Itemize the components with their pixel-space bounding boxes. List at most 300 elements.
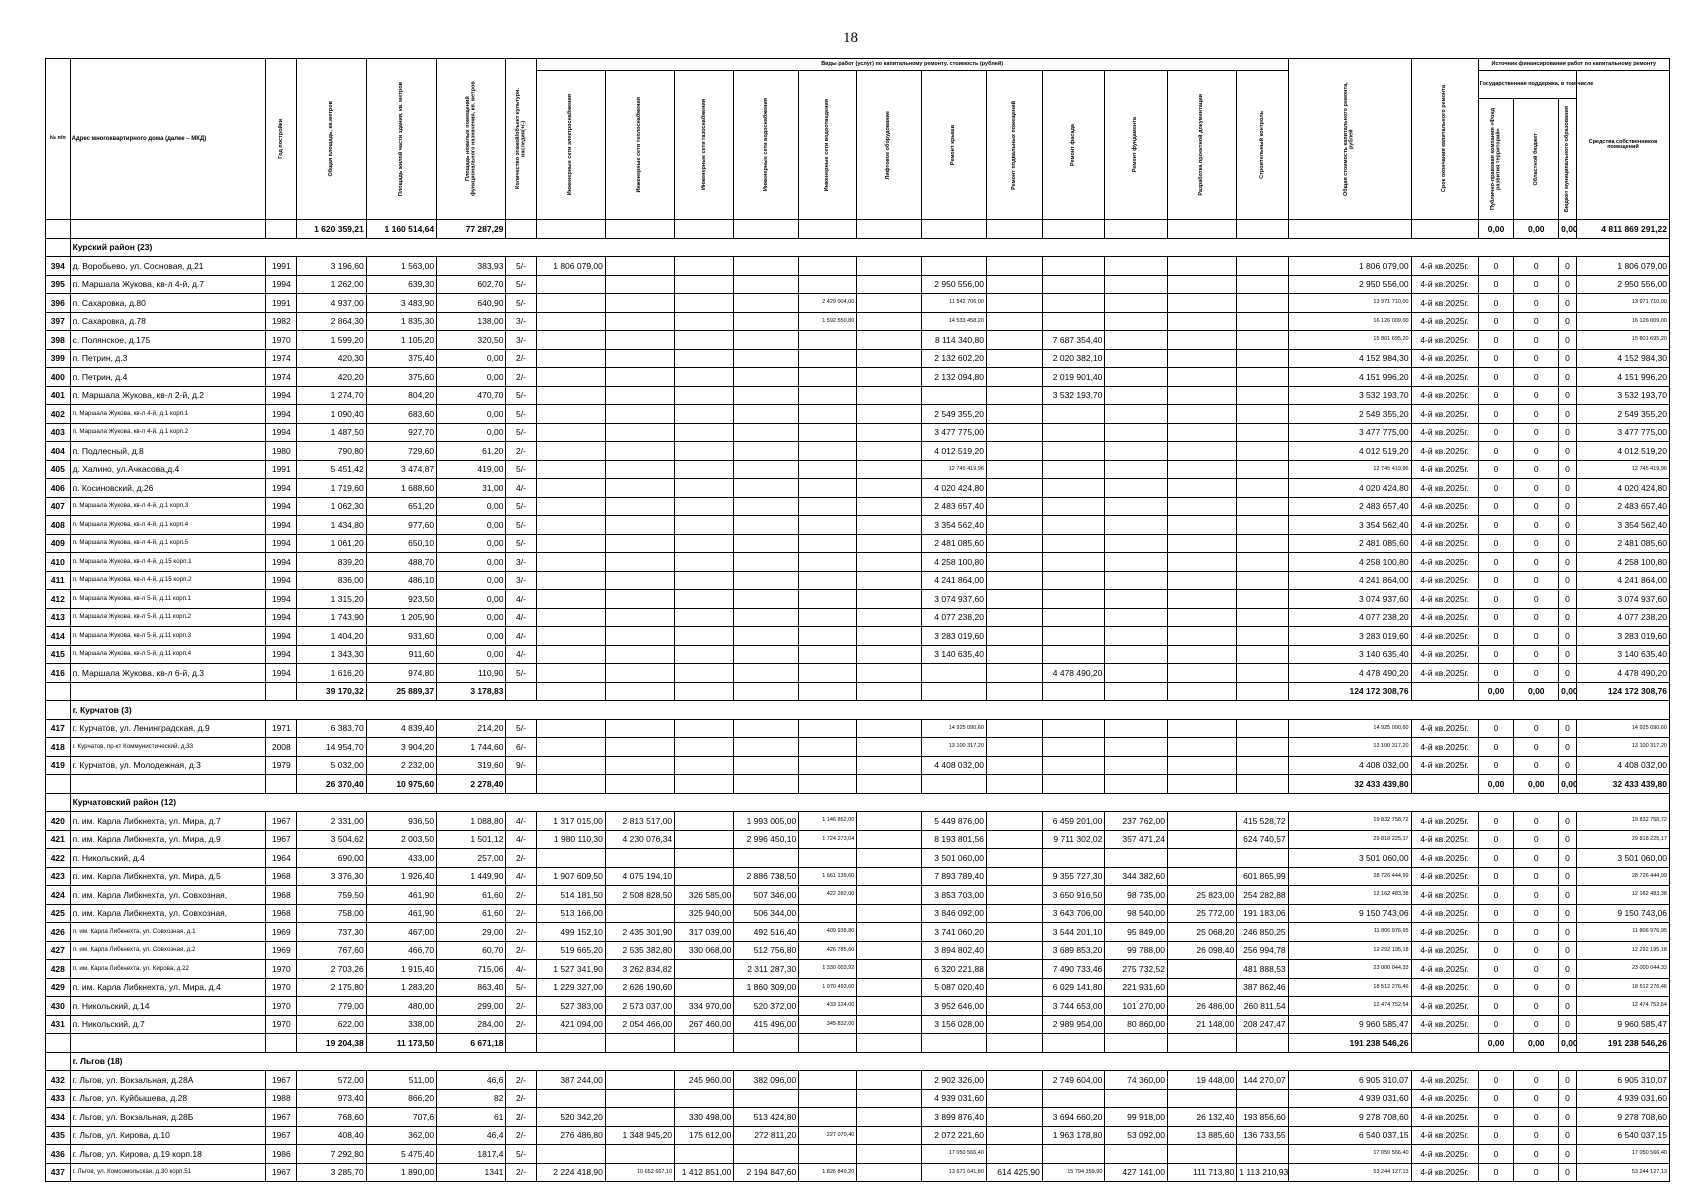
cell-addr: п. Маршала Жукова, кв-л 5-й, д.11 корп.3 xyxy=(70,627,266,646)
grand-total-gas xyxy=(675,220,734,239)
col-area-nonres: Площадь нежилых помещений функционального назначения, кв. метров xyxy=(437,59,506,220)
cell-at: 767,60 xyxy=(297,941,366,960)
cell-at: 5 032,00 xyxy=(297,756,366,775)
cell-lift xyxy=(857,497,922,516)
cell-found: 80 860,00 xyxy=(1105,1015,1168,1034)
cell-lift xyxy=(857,608,922,627)
cell-al: 2 003,50 xyxy=(366,830,436,849)
cell-src_owners: 6 540 037,15 xyxy=(1576,1126,1669,1145)
cell-found xyxy=(1105,719,1168,738)
cell-al: 5 475,40 xyxy=(366,1145,436,1164)
cell-src_region: 0 xyxy=(1514,257,1559,276)
cell-deadline: 4-й кв.2025г. xyxy=(1411,1145,1478,1164)
cell-src_municipal: 0 xyxy=(1559,608,1577,627)
cell-design xyxy=(1167,460,1236,479)
cell-found xyxy=(1105,405,1168,424)
cell-water: 492 516,40 xyxy=(734,923,799,942)
cell-addr: п. Петрин, д.3 xyxy=(70,349,266,368)
cell-src_municipal: 0 xyxy=(1559,849,1577,868)
cell-total: 3 283 019,60 xyxy=(1288,627,1411,646)
cell-total: 12 474 752,54 xyxy=(1288,997,1411,1016)
cell-water xyxy=(734,590,799,609)
cell-src_municipal: 0 xyxy=(1559,756,1577,775)
cell-at: 14 954,70 xyxy=(297,738,366,757)
cell-basement xyxy=(986,590,1042,609)
cell-design: 111 713,80 xyxy=(1167,1163,1236,1182)
cell-src_owners: 3 140 635,40 xyxy=(1576,645,1669,664)
col-design: Разработка проектной документации xyxy=(1167,71,1236,220)
cell-an: 0,00 xyxy=(437,571,506,590)
cell-year: 1994 xyxy=(266,386,297,405)
cell-roof: 3 853 703,00 xyxy=(922,886,987,905)
cell-total: 4 939 031,60 xyxy=(1288,1089,1411,1108)
district-total-found xyxy=(1105,682,1168,701)
cell-src_municipal: 0 xyxy=(1559,460,1577,479)
cell-lift xyxy=(857,423,922,442)
cell-facade: 3 744 653,00 xyxy=(1042,997,1105,1016)
cell-src_owners: 3 283 019,60 xyxy=(1576,627,1669,646)
cell-lift xyxy=(857,257,922,276)
cell-basement xyxy=(986,1108,1042,1127)
cell-found: 98 540,00 xyxy=(1105,904,1168,923)
cell-heat xyxy=(605,312,674,331)
cell-an: 0,00 xyxy=(437,553,506,572)
cell-fl: 2/- xyxy=(506,1015,536,1034)
cell-total: 4 077 238,20 xyxy=(1288,608,1411,627)
cell-an: 82 xyxy=(437,1089,506,1108)
cell-sewer xyxy=(799,386,857,405)
cell-roof xyxy=(922,386,987,405)
cell-addr: п. Маршала Жукова, кв-л 5-й, д.11 корп.4 xyxy=(70,645,266,664)
grand-total-at: 1 620 359,21 xyxy=(297,220,366,239)
cell-design xyxy=(1167,849,1236,868)
district-total-deadline xyxy=(1411,682,1478,701)
cell-src_region: 0 xyxy=(1514,497,1559,516)
cell-total: 17 050 566,40 xyxy=(1288,1145,1411,1164)
cell-at: 1 599,20 xyxy=(297,331,366,350)
cell-roof: 3 501 060,00 xyxy=(922,849,987,868)
cell-el xyxy=(536,460,605,479)
cell-src_owners: 4 077 238,20 xyxy=(1576,608,1669,627)
cell-total: 4 151 996,20 xyxy=(1288,368,1411,387)
cell-basement xyxy=(986,386,1042,405)
cell-roof: 2 481 085,60 xyxy=(922,534,987,553)
grand-total-total xyxy=(1288,220,1411,239)
cell-src_municipal: 0 xyxy=(1559,534,1577,553)
cell-design: 25 068,20 xyxy=(1167,923,1236,942)
cell-lift xyxy=(857,923,922,942)
cell-el xyxy=(536,756,605,775)
cell-year: 1967 xyxy=(266,1071,297,1090)
cell-addr: п. Никольский, д.4 xyxy=(70,849,266,868)
col-address: Адрес многоквартирного дома (далее – МКД) xyxy=(70,59,266,220)
cell-no: 430 xyxy=(46,997,71,1016)
cell-at: 622,00 xyxy=(297,1015,366,1034)
cell-water: 1 860 309,00 xyxy=(734,978,799,997)
cell-an: 319,60 xyxy=(437,756,506,775)
cell-an: 60,70 xyxy=(437,941,506,960)
cell-src_region: 0 xyxy=(1514,442,1559,461)
cell-found xyxy=(1105,423,1168,442)
cell-facade: 6 459 201,00 xyxy=(1042,812,1105,831)
cell-gas xyxy=(675,867,734,886)
cell-gas xyxy=(675,553,734,572)
cell-design xyxy=(1167,275,1236,294)
cell-src_owners: 4 012 519,20 xyxy=(1576,442,1669,461)
cell-sewer xyxy=(799,497,857,516)
cell-src_region: 0 xyxy=(1514,553,1559,572)
cell-gas xyxy=(675,257,734,276)
grand-total-sewer xyxy=(799,220,857,239)
cell-el xyxy=(536,294,605,313)
cell-src_fund: 0 xyxy=(1478,479,1514,498)
district-total-src_owners: 191 238 546,26 xyxy=(1576,1034,1669,1053)
cell-year: 1994 xyxy=(266,423,297,442)
cell-design xyxy=(1167,497,1236,516)
cell-no: 437 xyxy=(46,1163,71,1182)
cell-lift xyxy=(857,331,922,350)
col-year: Год постройки xyxy=(266,59,297,220)
cell-found xyxy=(1105,645,1168,664)
cell-year: 1991 xyxy=(266,257,297,276)
cell-at: 690,00 xyxy=(297,849,366,868)
cell-at: 3 504,62 xyxy=(297,830,366,849)
cell-control xyxy=(1237,349,1288,368)
cell-an: 640,90 xyxy=(437,294,506,313)
cell-heat xyxy=(605,738,674,757)
cell-year: 1994 xyxy=(266,627,297,646)
cell-src_municipal: 0 xyxy=(1559,886,1577,905)
cell-el xyxy=(536,645,605,664)
cell-el: 387 244,00 xyxy=(536,1071,605,1090)
cell-el: 513 166,00 xyxy=(536,904,605,923)
cell-al: 936,50 xyxy=(366,812,436,831)
district-total-src_fund: 0,00 xyxy=(1478,775,1514,794)
cell-water xyxy=(734,423,799,442)
cell-lift xyxy=(857,997,922,1016)
cell-src_region: 0 xyxy=(1514,386,1559,405)
cell-roof: 3 354 562,40 xyxy=(922,516,987,535)
cell-total: 3 501 060,00 xyxy=(1288,849,1411,868)
cell-src_fund: 0 xyxy=(1478,719,1514,738)
cell-facade: 3 689 853,20 xyxy=(1042,941,1105,960)
cell-found xyxy=(1105,849,1168,868)
cell-al: 866,20 xyxy=(366,1089,436,1108)
district-total-year xyxy=(266,1034,297,1053)
cell-no: 421 xyxy=(46,830,71,849)
cell-control xyxy=(1237,664,1288,683)
cell-roof: 3 477 775,00 xyxy=(922,423,987,442)
district-total-sewer xyxy=(799,775,857,794)
cell-an: 0,00 xyxy=(437,349,506,368)
district-total-heat xyxy=(605,1034,674,1053)
cell-el: 519 665,20 xyxy=(536,941,605,960)
cell-al: 488,70 xyxy=(366,553,436,572)
cell-deadline: 4-й кв.2025г. xyxy=(1411,331,1478,350)
cell-roof: 4 939 031,60 xyxy=(922,1089,987,1108)
cell-found xyxy=(1105,460,1168,479)
cell-al: 486,10 xyxy=(366,571,436,590)
cell-fl: 2/- xyxy=(506,886,536,905)
cell-year: 1991 xyxy=(266,294,297,313)
cell-water xyxy=(734,460,799,479)
cell-addr: п. Никольский, д.7 xyxy=(70,1015,266,1034)
cell-gas xyxy=(675,312,734,331)
cell-facade xyxy=(1042,1089,1105,1108)
cell-lift xyxy=(857,867,922,886)
cell-addr: п. Петрин, д.4 xyxy=(70,368,266,387)
cell-at: 758,00 xyxy=(297,904,366,923)
cell-heat xyxy=(605,368,674,387)
cell-src_region: 0 xyxy=(1514,275,1559,294)
cell-at: 420,20 xyxy=(297,368,366,387)
cell-control xyxy=(1237,756,1288,775)
cell-total: 12 292 195,18 xyxy=(1288,941,1411,960)
table-row xyxy=(46,904,1670,923)
cell-fl: 5/- xyxy=(506,257,536,276)
cell-lift xyxy=(857,386,922,405)
cell-sewer xyxy=(799,257,857,276)
district-total-addr xyxy=(70,682,266,701)
cell-lift xyxy=(857,1163,922,1182)
cell-src_fund: 0 xyxy=(1478,386,1514,405)
district-total-gas xyxy=(675,682,734,701)
cell-water xyxy=(734,479,799,498)
cell-no: 423 xyxy=(46,867,71,886)
district-header-row xyxy=(46,701,1670,720)
cell-found: 275 732,52 xyxy=(1105,960,1168,979)
cell-al: 3 904,20 xyxy=(366,738,436,757)
cell-sewer: 1 330 003,92 xyxy=(799,960,857,979)
cell-sewer xyxy=(799,368,857,387)
cell-facade xyxy=(1042,849,1105,868)
cell-no: 416 xyxy=(46,664,71,683)
cell-fl: 5/- xyxy=(506,423,536,442)
district-total-no xyxy=(46,682,71,701)
cell-facade xyxy=(1042,442,1105,461)
cell-lift xyxy=(857,479,922,498)
cell-src_municipal: 0 xyxy=(1559,1015,1577,1034)
cell-fl: 2/- xyxy=(506,1089,536,1108)
cell-src_municipal: 0 xyxy=(1559,312,1577,331)
col-el: Инженерные сети электроснабжения xyxy=(536,71,605,220)
cell-roof: 2 132 094,80 xyxy=(922,368,987,387)
cell-addr: п. Никольский, д.14 xyxy=(70,997,266,1016)
cell-water xyxy=(734,571,799,590)
cell-no: 395 xyxy=(46,275,71,294)
cell-control: 254 282,88 xyxy=(1237,886,1288,905)
district-total-basement xyxy=(986,775,1042,794)
table-row xyxy=(46,756,1670,775)
cell-total: 4 478 490,20 xyxy=(1288,664,1411,683)
cell-src_region: 0 xyxy=(1514,331,1559,350)
table-row xyxy=(46,275,1670,294)
district-total-design xyxy=(1167,775,1236,794)
cell-deadline: 4-й кв.2025г. xyxy=(1411,997,1478,1016)
cell-src_owners: 4 939 031,60 xyxy=(1576,1089,1669,1108)
cell-facade: 3 694 660,20 xyxy=(1042,1108,1105,1127)
table-row xyxy=(46,423,1670,442)
cell-at: 4 937,00 xyxy=(297,294,366,313)
cell-control xyxy=(1237,849,1288,868)
cell-fl: 5/- xyxy=(506,534,536,553)
district-total-src_region: 0,00 xyxy=(1514,682,1559,701)
cell-design xyxy=(1167,978,1236,997)
cell-control xyxy=(1237,571,1288,590)
cell-at: 973,40 xyxy=(297,1089,366,1108)
cell-src_fund: 0 xyxy=(1478,1108,1514,1127)
cell-sewer: 345 832,00 xyxy=(799,1015,857,1034)
cell-an: 0,00 xyxy=(437,516,506,535)
cell-at: 839,20 xyxy=(297,553,366,572)
cell-sewer: 1 661 139,60 xyxy=(799,867,857,886)
district-total-src_municipal: 0,00 xyxy=(1559,682,1577,701)
cell-gas xyxy=(675,423,734,442)
cell-heat: 2 813 517,00 xyxy=(605,812,674,831)
cell-total: 4 152 984,30 xyxy=(1288,349,1411,368)
cell-al: 1 926,40 xyxy=(366,867,436,886)
district-total-fl xyxy=(506,1034,536,1053)
cell-control xyxy=(1237,442,1288,461)
district-total-src_fund: 0,00 xyxy=(1478,1034,1514,1053)
cell-year: 1974 xyxy=(266,368,297,387)
cell-basement xyxy=(986,627,1042,646)
cell-found xyxy=(1105,516,1168,535)
cell-el xyxy=(536,331,605,350)
cell-at: 1 090,40 xyxy=(297,405,366,424)
cell-src_municipal: 0 xyxy=(1559,349,1577,368)
cell-el: 1 527 341,90 xyxy=(536,960,605,979)
grand-total-addr xyxy=(70,220,266,239)
cell-deadline: 4-й кв.2025г. xyxy=(1411,849,1478,868)
cell-basement xyxy=(986,442,1042,461)
cell-el: 1 229 327,00 xyxy=(536,978,605,997)
cell-src_fund: 0 xyxy=(1478,941,1514,960)
cell-facade xyxy=(1042,405,1105,424)
district-total-at: 19 204,38 xyxy=(297,1034,366,1053)
cell-sewer xyxy=(799,1089,857,1108)
cell-fl: 4/- xyxy=(506,960,536,979)
cell-gas xyxy=(675,516,734,535)
cell-year: 1971 xyxy=(266,719,297,738)
cell-addr: г. Курчатов, ул. Ленинградская, д.9 xyxy=(70,719,266,738)
cell-basement xyxy=(986,460,1042,479)
cell-src_region: 0 xyxy=(1514,941,1559,960)
cell-lift xyxy=(857,664,922,683)
cell-src_owners: 17 050 566,40 xyxy=(1576,1145,1669,1164)
cell-design xyxy=(1167,830,1236,849)
cell-design xyxy=(1167,645,1236,664)
cell-fl: 4/- xyxy=(506,590,536,609)
col-sewer: Инженерные сети водоотведения xyxy=(799,71,857,220)
cell-sewer xyxy=(799,719,857,738)
cell-year: 1994 xyxy=(266,405,297,424)
cell-gas xyxy=(675,608,734,627)
cell-sewer: 1 146 852,00 xyxy=(799,812,857,831)
cell-heat: 2 054 466,00 xyxy=(605,1015,674,1034)
cell-no: 396 xyxy=(46,294,71,313)
cell-no: 409 xyxy=(46,534,71,553)
cell-sewer xyxy=(799,460,857,479)
cell-el xyxy=(536,312,605,331)
cell-facade: 2 749 604,00 xyxy=(1042,1071,1105,1090)
cell-src_fund: 0 xyxy=(1478,1089,1514,1108)
cell-el xyxy=(536,571,605,590)
cell-control xyxy=(1237,719,1288,738)
cell-at: 1 616,20 xyxy=(297,664,366,683)
cell-found xyxy=(1105,442,1168,461)
district-total-row xyxy=(46,682,1670,701)
table-row xyxy=(46,1071,1670,1090)
grand-total-heat xyxy=(605,220,674,239)
cell-addr: п. Сахаровка, д.80 xyxy=(70,294,266,313)
cell-lift xyxy=(857,960,922,979)
cell-lift xyxy=(857,1071,922,1090)
cell-heat xyxy=(605,849,674,868)
cell-design xyxy=(1167,349,1236,368)
district-total-control xyxy=(1237,1034,1288,1053)
cell-src_municipal: 0 xyxy=(1559,812,1577,831)
cell-design xyxy=(1167,627,1236,646)
cell-addr: п. Сахаровка, д.78 xyxy=(70,312,266,331)
cell-roof: 6 320 221,88 xyxy=(922,960,987,979)
cell-water: 2 886 738,50 xyxy=(734,867,799,886)
cell-at: 1 061,20 xyxy=(297,534,366,553)
cell-basement xyxy=(986,849,1042,868)
cell-src_fund: 0 xyxy=(1478,405,1514,424)
cell-src_municipal: 0 xyxy=(1559,368,1577,387)
cell-deadline: 4-й кв.2025г. xyxy=(1411,590,1478,609)
cell-found xyxy=(1105,1089,1168,1108)
cell-src_municipal: 0 xyxy=(1559,423,1577,442)
cell-src_municipal: 0 xyxy=(1559,1089,1577,1108)
grand-total-water xyxy=(734,220,799,239)
district-total-total: 32 433 439,80 xyxy=(1288,775,1411,794)
cell-gas: 245 960,00 xyxy=(675,1071,734,1090)
cell-control xyxy=(1237,368,1288,387)
cell-an: 0,00 xyxy=(437,645,506,664)
cell-facade xyxy=(1042,756,1105,775)
cell-lift xyxy=(857,1126,922,1145)
cell-basement xyxy=(986,608,1042,627)
grand-total-row xyxy=(46,220,1670,239)
cell-facade xyxy=(1042,294,1105,313)
cell-found xyxy=(1105,608,1168,627)
cell-al: 1 105,20 xyxy=(366,331,436,350)
cell-sewer xyxy=(799,904,857,923)
cell-addr: п. им. Карла Либкнехта, ул. Совхозная, д.2 xyxy=(70,941,266,960)
cell-gas xyxy=(675,349,734,368)
district-total-al: 25 889,37 xyxy=(366,682,436,701)
cell-found xyxy=(1105,349,1168,368)
cell-al: 467,00 xyxy=(366,923,436,942)
cell-sewer: 426 785,60 xyxy=(799,941,857,960)
cell-al: 923,50 xyxy=(366,590,436,609)
cell-control: 208 247,47 xyxy=(1237,1015,1288,1034)
cell-heat xyxy=(605,1071,674,1090)
grand-total-src_fund: 0,00 xyxy=(1478,220,1514,239)
cell-deadline: 4-й кв.2025г. xyxy=(1411,812,1478,831)
cell-heat: 4 075 194,10 xyxy=(605,867,674,886)
cell-roof: 3 074 937,60 xyxy=(922,590,987,609)
cell-src_fund: 0 xyxy=(1478,849,1514,868)
cell-year: 1967 xyxy=(266,830,297,849)
cell-src_region: 0 xyxy=(1514,1108,1559,1127)
grand-total-src_owners: 4 811 869 291,22 xyxy=(1576,220,1669,239)
cell-src_owners: 53 244 127,13 xyxy=(1576,1163,1669,1182)
cell-src_region: 0 xyxy=(1514,849,1559,868)
district-spacer xyxy=(46,701,71,720)
